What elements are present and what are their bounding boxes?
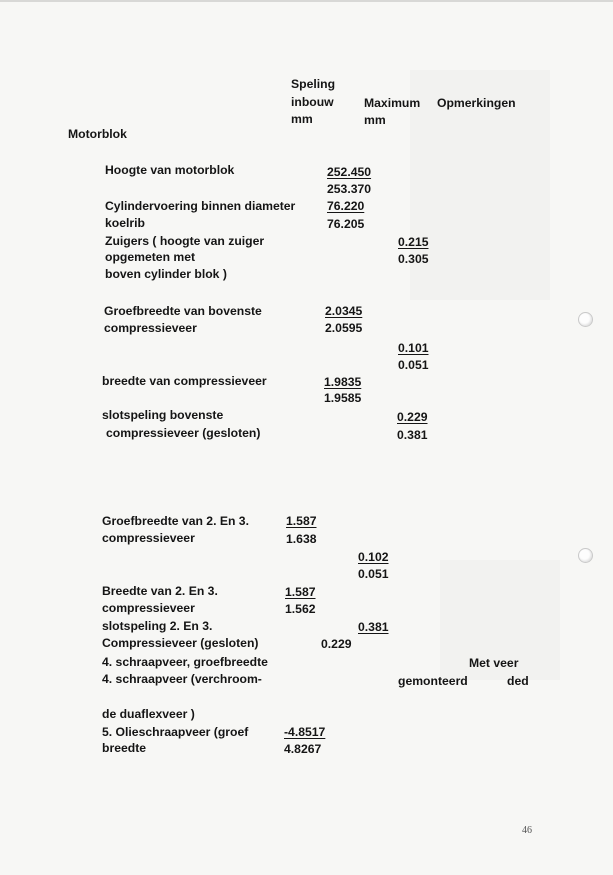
value-speling: 252.450 <box>327 165 372 179</box>
value-maximum: 0.229 <box>397 410 428 424</box>
header-maximum: Maximum <box>364 96 421 110</box>
row-label: breedte van compressieveer <box>102 374 267 388</box>
value-speling: 1.9585 <box>324 391 362 405</box>
row-label: slotspeling 2. En 3. <box>102 619 213 633</box>
value-maximum: 0.215 <box>398 235 429 249</box>
value-speling: 4.8267 <box>284 742 322 756</box>
row-label: Groefbreedte van bovenste <box>104 304 262 318</box>
value-speling: 76.205 <box>327 217 365 231</box>
row-label: boven cylinder blok ) <box>105 267 227 281</box>
row-label: Cylindervoering binnen diameter <box>105 199 296 213</box>
row-label: koelrib <box>105 216 145 230</box>
value-maximum: 0.305 <box>398 252 429 266</box>
row-label: compressieveer <box>102 601 195 615</box>
value-speling: 1.638 <box>286 532 317 546</box>
row-label: Groefbreedte van 2. En 3. <box>102 514 249 528</box>
value-maximum: 0.051 <box>358 567 389 581</box>
row-label: de duaflexveer ) <box>102 707 195 721</box>
value-speling: 1.587 <box>286 514 317 528</box>
value-speling: 1.9835 <box>324 375 362 389</box>
punch-hole <box>578 312 593 327</box>
remark: gemonteerd <box>398 674 468 688</box>
row-label: breedte <box>102 741 147 755</box>
row-label: 5. Olieschraapveer (groef <box>102 725 249 739</box>
row-label: 4. schraapveer, groefbreedte <box>102 655 268 669</box>
value-speling: 2.0345 <box>325 304 363 318</box>
value-maximum: 0.229 <box>321 637 352 651</box>
row-label: Zuigers ( hoogte van zuiger <box>105 234 265 248</box>
value-maximum: 0.381 <box>358 620 389 634</box>
row-label: Compressieveer (gesloten) <box>102 636 259 650</box>
value-speling: 1.587 <box>285 585 316 599</box>
punch-hole <box>578 548 593 563</box>
header-speling-unit: mm <box>291 112 313 126</box>
remark: Met veer <box>469 656 519 670</box>
header-speling: Speling <box>291 77 336 91</box>
row-label: slotspeling bovenste <box>102 408 224 422</box>
value-speling: 76.220 <box>327 199 365 213</box>
section-title: Motorblok <box>68 127 127 141</box>
row-label: 4. schraapveer (verchroom- <box>102 672 262 686</box>
value-maximum: 0.381 <box>397 428 428 442</box>
value-maximum: 0.101 <box>398 341 429 355</box>
header-inbouw: inbouw <box>291 95 334 109</box>
value-speling: 1.562 <box>285 602 316 616</box>
row-label: Hoogte van motorblok <box>105 163 235 177</box>
value-speling: 253.370 <box>327 182 372 196</box>
value-speling: 2.0595 <box>325 321 363 335</box>
value-speling: -4.8517 <box>284 725 326 739</box>
row-label: opgemeten met <box>105 250 196 264</box>
row-label: Breedte van 2. En 3. <box>102 584 218 598</box>
header-opmerkingen: Opmerkingen <box>437 96 516 110</box>
page-top-edge <box>0 0 613 2</box>
row-label: compressieveer <box>102 531 195 545</box>
value-maximum: 0.051 <box>398 358 429 372</box>
header-maximum-unit: mm <box>364 113 386 127</box>
row-label: compressieveer (gesloten) <box>106 426 261 440</box>
value-maximum: 0.102 <box>358 550 389 564</box>
row-label: compressieveer <box>104 321 197 335</box>
remark: ded <box>507 674 529 688</box>
page-number: 46 <box>522 825 532 836</box>
